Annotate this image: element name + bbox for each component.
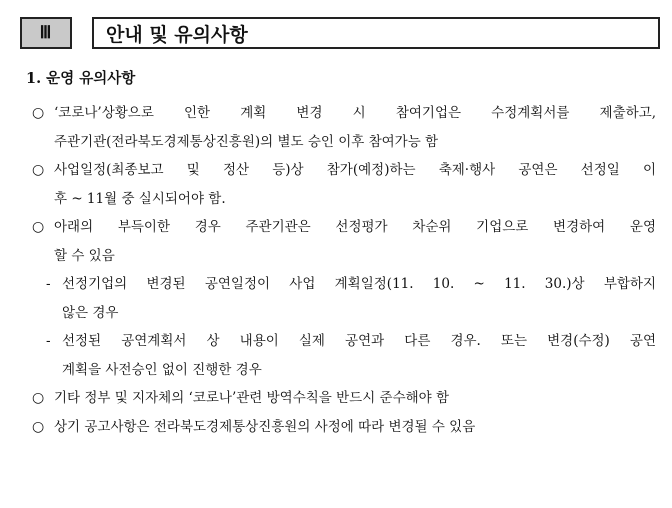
notice-item [26,213,656,270]
section-number: Ⅲ [39,23,53,42]
notice-line: 상기 공고사항은 전라북도경제통상진흥원의 사정에 따라 변경될 수 있음 [54,418,476,435]
notice-line: 계획을 사전승인 없이 진행한 경우 [62,361,262,378]
circle-bullet-icon: ○ [32,219,45,235]
notice-line: 아래의 부득이한 경우 주관기관은 선정평가 차순위 기업으로 변경하여 운영 [54,219,656,235]
notice-line: 주관기관(전라북도경제통상진흥원)의 별도 승인 이후 참여가능 함 [54,133,439,150]
notice-item [26,413,656,442]
section-title: 안내 및 유의사항 [106,23,248,46]
dash-bullet-icon: - [46,333,51,349]
notice-line: ‘코로나’상황으로 인한 계획 변경 시 참여기업은 수정계획서를 제출하고, [54,105,656,121]
notice-line: 할 수 있음 [54,247,115,264]
circle-bullet-icon: ○ [32,390,45,406]
notice-line: 선정된 공연계획서 상 내용이 실제 공연과 다른 경우. 또는 변경(수정) 공연 [62,333,656,349]
section-number-box [20,17,72,49]
notice-item [26,384,656,413]
notice-item [26,156,656,213]
circle-bullet-icon: ○ [32,105,45,121]
notice-line: 사업일정(최종보고 및 정산 등)상 참가(예정)하는 축제·행사 공연은 선정일 이 [54,162,656,178]
section-header [20,17,660,51]
section-title-box [92,17,660,49]
notice-subitem [26,270,656,327]
notice-item [26,99,656,156]
notice-content [26,68,656,441]
notice-line: 선정기업의 변경된 공연일정이 사업 계획일정(11. 10. ~ 11. 30.)상 부합하지 [62,276,656,292]
notice-line: 기타 정부 및 지자체의 ‘코로나’관련 방역수칙을 반드시 준수해야 함 [54,390,450,406]
circle-bullet-icon: ○ [32,418,45,435]
subsection-title: 1. 운영 유의사항 [26,70,136,87]
dash-bullet-icon: - [46,276,51,292]
notice-subitem [26,327,656,384]
notice-line: 후 ~ 11월 중 실시되어야 함. [54,190,226,207]
circle-bullet-icon: ○ [32,162,45,178]
notice-line: 않은 경우 [62,304,119,321]
